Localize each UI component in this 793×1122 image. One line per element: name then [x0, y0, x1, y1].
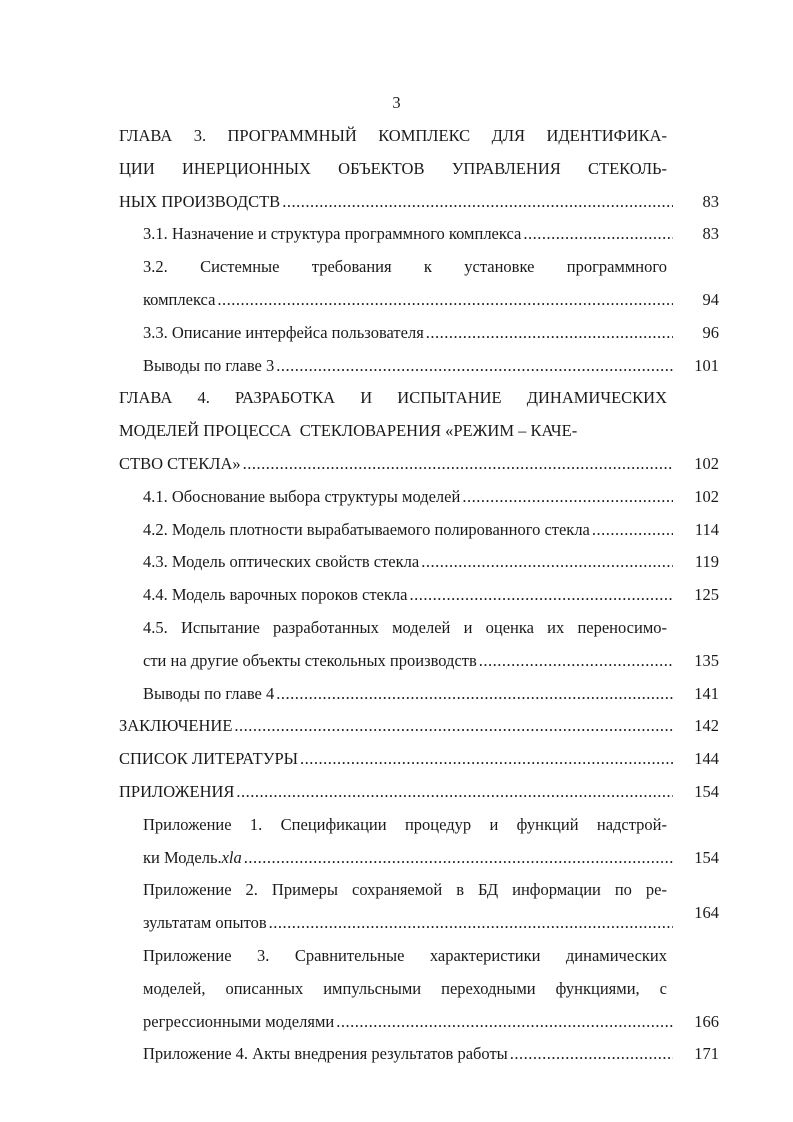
toc-section-4-1: 4.1. Обоснование выбора структуры моделей ..... 102	[119, 481, 719, 514]
toc-page-ref: 102	[694, 453, 719, 473]
toc-section-4-5-line-1: 4.5. Испытание разработанных моделей и оценка их переносимо-	[143, 617, 667, 637]
toc-page-ref: 101	[694, 355, 719, 375]
toc-page-ref: 154	[694, 847, 719, 867]
toc-chapter-3-line-2: ЦИИ ИНЕРЦИОННЫХ ОБЪЕКТОВ УПРАВЛЕНИЯ СТЕКОЛЬ-	[119, 158, 667, 178]
toc-appendix-1-line-1: Приложение 1. Спецификации процедур и функций надстрой-	[143, 814, 667, 834]
toc-appendix-3-line-2: моделей, описанных импульсными переходными функциями, с	[143, 978, 667, 998]
toc-page-ref: 166	[694, 1011, 719, 1031]
toc-chapter-3-line-3: НЫХ ПРОИЗВОДСТВ ..... 83	[119, 186, 719, 219]
toc-page-ref: 164	[694, 907, 719, 923]
toc-section-4-5-line-2: сти на другие объекты стекольных производств ..... 135	[119, 645, 719, 678]
toc-page-ref: 119	[694, 552, 719, 572]
toc-page-ref: 144	[694, 749, 719, 769]
toc-page-ref: 125	[694, 585, 719, 605]
toc-page-ref: 102	[694, 486, 719, 506]
toc-chapter-4-line-3: СТВО СТЕКЛА» ..... 102	[119, 448, 719, 481]
toc-section-3-conclusions: Выводы по главе 3 ..... 101	[119, 350, 719, 383]
toc-section-3-2-line-2: комплекса ..... 94	[119, 284, 719, 317]
toc-section-4-2: 4.2. Модель плотности вырабатываемого полированного стекла ..... 114	[119, 514, 719, 547]
toc-page-ref: 154	[694, 781, 719, 801]
toc-page-ref: 171	[694, 1044, 719, 1064]
toc-appendix-4: Приложение 4. Акты внедрения результатов работы ..... 171	[119, 1038, 719, 1071]
toc-page-ref: 94	[702, 289, 719, 309]
toc-chapter-3-line-1: ГЛАВА 3. ПРОГРАММНЫЙ КОМПЛЕКС ДЛЯ ИДЕНТИФИКА-	[119, 126, 667, 145]
toc-appendix-3-line-3: регрессионными моделями ..... 166	[119, 1006, 719, 1039]
toc-page-ref: 114	[694, 519, 719, 539]
toc-page-ref: 83	[702, 191, 719, 211]
toc-section-3-2-line-1: 3.2. Системные требования к установке программного	[143, 257, 667, 277]
toc-section-4-3: 4.3. Модель оптических свойств стекла ..... 119	[119, 546, 719, 579]
toc-page-ref: 135	[694, 650, 719, 670]
toc-page-ref: 96	[702, 322, 719, 342]
appendix-1-extension: xla	[221, 847, 242, 867]
toc-appendix-1-line-2: ки Модель.xla ..... 154	[119, 842, 719, 875]
toc-conclusion: ЗАКЛЮЧЕНИЕ ..... 142	[119, 710, 719, 743]
table-of-contents	[119, 120, 719, 1071]
toc-page-ref: 141	[694, 683, 719, 703]
toc-chapter-4-line-2: МОДЕЛЕЙ ПРОЦЕССА СТЕКЛОВАРЕНИЯ «РЕЖИМ – КАЧЕ-	[119, 421, 578, 441]
toc-section-3-1: 3.1. Назначение и структура программного комплекса ..... 83	[119, 218, 719, 251]
toc-section-3-3: 3.3. Описание интерфейса пользователя ..... 96	[119, 317, 719, 350]
toc-references: СПИСОК ЛИТЕРАТУРЫ ..... 144	[119, 743, 719, 776]
toc-chapter-4-line-1: ГЛАВА 4. РАЗРАБОТКА И ИСПЫТАНИЕ ДИНАМИЧЕСКИХ	[119, 388, 667, 408]
toc-appendices: ПРИЛОЖЕНИЯ ..... 154	[119, 776, 719, 809]
toc-page-ref: 83	[702, 224, 719, 244]
toc-appendix-2-line-2: зультатам опытов ..... 164	[119, 907, 719, 940]
toc-appendix-3-line-1: Приложение 3. Сравнительные характеристики динамических	[143, 945, 667, 965]
toc-appendix-2-line-1: Приложение 2. Примеры сохраняемой в БД информации по ре-	[143, 880, 667, 900]
page-number: 3	[392, 93, 401, 112]
toc-page-ref: 142	[694, 716, 719, 736]
toc-section-4-conclusions: Выводы по главе 4 ..... 141	[119, 678, 719, 711]
toc-section-4-4: 4.4. Модель варочных пороков стекла ..... 125	[119, 579, 719, 612]
